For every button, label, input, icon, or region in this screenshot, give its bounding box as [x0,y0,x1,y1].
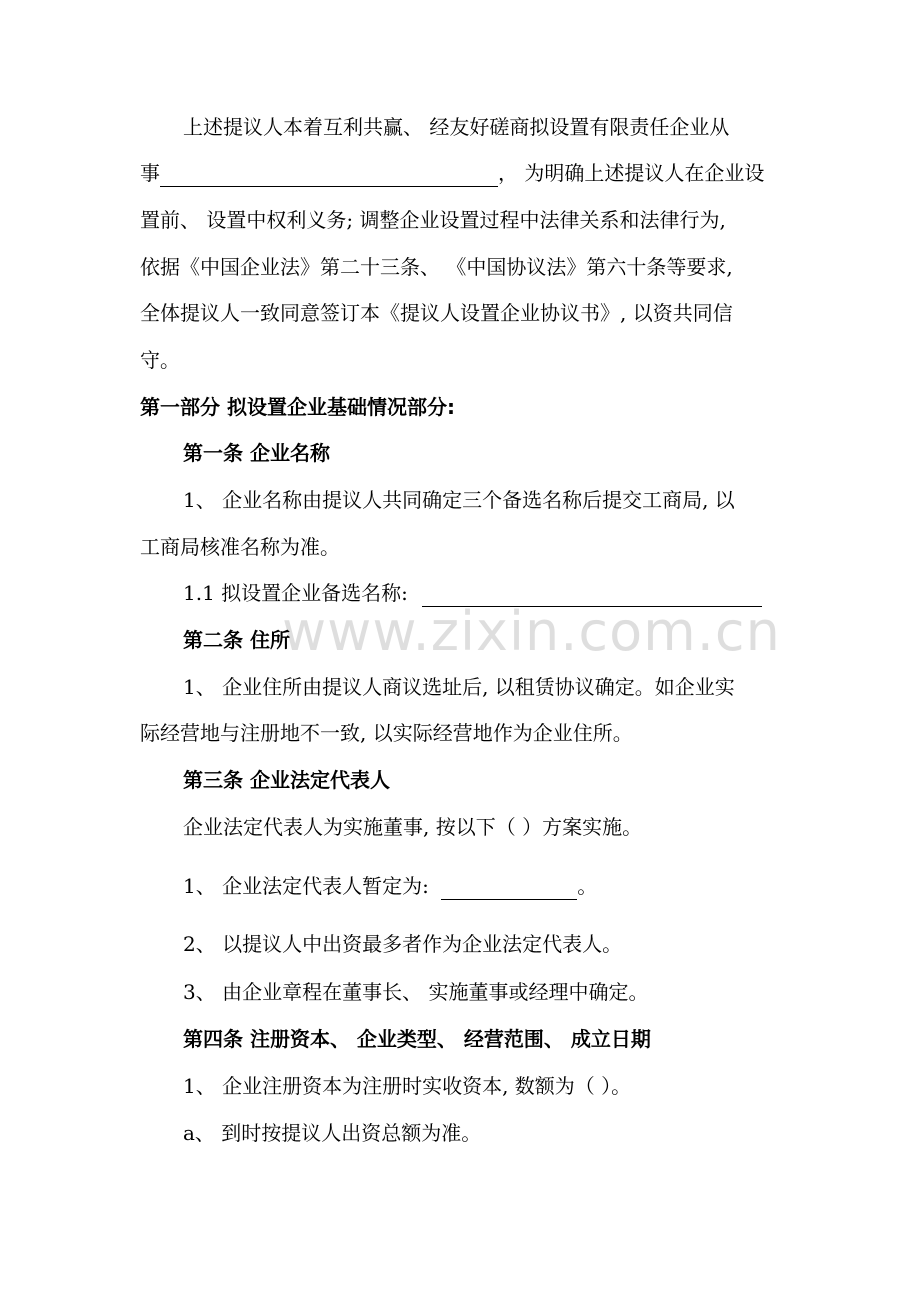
para-intro-line-6: 守。 [140,348,180,372]
text-shi: 事 [140,161,160,185]
para-intro-line-5: 全体提议人一致同意签订本《提议人设置企业协议书》, 以资共同信 [140,301,733,325]
article-2-para-1-cont: 际经营地与注册地不一致, 以实际经营地作为企业住所。 [140,721,633,745]
article-2-para-1: 1、 企业住所由提议人商议选址后, 以租赁协议确定。如企业实 [183,675,735,699]
text-purpose: ， 为明确上述提议人在企业设 [498,161,765,185]
part-one-heading: 第一部分 拟设置企业基础情况部分: [140,395,455,419]
para-intro-line-2 [140,159,764,187]
article-2-heading: 第二条 住所 [183,628,290,652]
article-1-heading: 第一条 企业名称 [183,441,330,465]
article-3-option-3: 3、 由企业章程在董事长、 实施董事或经理中确定。 [183,980,649,1004]
article-1-para-1-cont: 工商局核准名称为准。 [140,535,340,559]
article-1-para-1: 1、 企业名称由提议人共同确定三个备选名称后提交工商局, 以 [183,488,735,512]
para-intro-line-1: 上述提议人本着互利共赢、 经友好磋商拟设置有限责任企业从 [183,115,730,139]
para-intro-line-3: 置前、 设置中权利义务; 调整企业设置过程中法律关系和法律行为, [140,208,726,232]
article-4-para-a: a、 到时按提议人出资总额为准。 [183,1121,482,1145]
article-3-intro: 企业法定代表人为实施董事, 按以下（ ）方案实施。 [183,815,643,839]
article-4-para-1: 1、 企业注册资本为注册时实收资本, 数额为（ ）。 [183,1074,632,1098]
business-scope-blank [160,164,498,187]
alt-name-label: 1.1 拟设置企业备选名称: [183,581,408,605]
watermark: www.zixin.com.cn [282,600,781,663]
para-intro-line-4: 依据《中国企业法》第二十三条、 《中国协议法》第六十条等要求, [140,255,733,279]
rep-label: 1、 企业法定代表人暂定为: [183,874,429,898]
rep-name-blank [441,877,577,900]
period-mark: 。 [577,874,598,898]
article-1-para-2 [183,579,762,607]
alt-name-blank [422,584,762,607]
article-3-option-1 [183,872,597,900]
article-3-heading: 第三条 企业法定代表人 [183,768,390,792]
article-4-heading: 第四条 注册资本、 企业类型、 经营范围、 成立日期 [183,1027,651,1051]
article-3-option-2: 2、 以提议人中出资最多者作为企业法定代表人。 [183,932,623,956]
